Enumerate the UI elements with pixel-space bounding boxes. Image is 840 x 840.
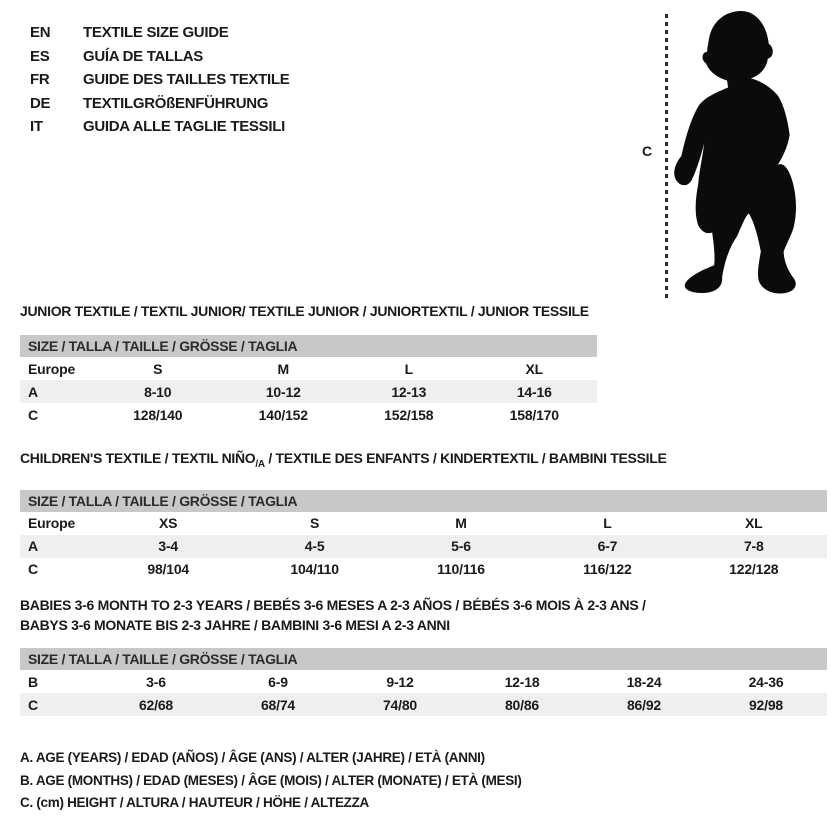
- table-title-text: CHILDREN'S TEXTILE / TEXTIL NIÑO: [20, 450, 256, 466]
- table-cell: 116/122: [583, 561, 632, 578]
- babies-textile-section: [20, 595, 827, 716]
- table-cell: 14-16: [516, 383, 552, 400]
- language-code: ES: [30, 47, 50, 65]
- children-size-table: [20, 512, 827, 581]
- children-table-title: [20, 448, 827, 475]
- table-cell: 110/116: [437, 561, 485, 578]
- language-row: [30, 95, 289, 119]
- table-cell: L: [603, 515, 612, 532]
- language-code: DE: [30, 94, 51, 112]
- legend-notes: [20, 750, 522, 818]
- language-row: [30, 71, 289, 95]
- table-cell: XL: [745, 515, 763, 532]
- table-cell: 92/98: [748, 696, 784, 713]
- height-label-c: C: [642, 143, 653, 159]
- table-title-text: JUNIOR TEXTILE / TEXTIL JUNIOR/ TEXTILE JUNIOR / JUNIORTEXTIL / JUNIOR TESSILE: [20, 303, 589, 319]
- table-row: [20, 670, 827, 693]
- table-row: [20, 512, 827, 535]
- language-title: TEXTILGRÖßENFÜHRUNG: [83, 94, 269, 112]
- table-row-label: C: [28, 561, 38, 578]
- language-list: [30, 24, 289, 142]
- table-cell: 128/140: [133, 406, 183, 423]
- table-cell: 12-18: [504, 673, 540, 690]
- table-cell: 18-24: [626, 673, 662, 690]
- legend-note: C. (cm) HEIGHT / ALTURA / HAUTEUR / HÖHE / ALTEZZA: [20, 795, 369, 810]
- children-textile-section: [20, 448, 827, 581]
- table-title-line: [20, 448, 827, 475]
- table-cell: 6-9: [268, 673, 288, 690]
- babies-size-table: [20, 670, 827, 716]
- table-row: [20, 380, 597, 403]
- table-title-text: /A: [255, 458, 265, 470]
- language-title: TEXTILE SIZE GUIDE: [83, 24, 229, 41]
- table-title-text: BABYS 3-6 MONATE BIS 2-3 JAHRE / BAMBINI 3-6 MESI A 2-3 ANNI: [20, 617, 450, 633]
- language-title: GUIDE DES TAILLES TEXTILE: [83, 71, 290, 88]
- junior-size-table: [20, 357, 597, 426]
- table-header-bar: SIZE / TALLA / TAILLE / GRÖSSE / TAGLIA: [20, 335, 597, 357]
- table-cell: S: [153, 360, 163, 377]
- table-header-bar: SIZE / TALLA / TAILLE / GRÖSSE / TAGLIA: [20, 490, 827, 512]
- table-row-label: A: [28, 538, 38, 555]
- language-row: [30, 118, 289, 142]
- table-header-bar: SIZE / TALLA / TAILLE / GRÖSSE / TAGLIA: [20, 648, 827, 670]
- table-cell: M: [455, 515, 467, 532]
- table-cell: L: [404, 360, 413, 377]
- table-cell: M: [277, 360, 289, 377]
- toddler-silhouette: [670, 8, 802, 298]
- legend-note: A. AGE (YEARS) / EDAD (AÑOS) / ÂGE (ANS) / ALTER (JAHRE) / ETÀ (ANNI): [20, 750, 485, 765]
- table-cell: 6-7: [597, 538, 618, 555]
- table-cell: 152/158: [384, 406, 434, 423]
- language-title: GUÍA DE TALLAS: [83, 47, 203, 65]
- table-cell: 10-12: [265, 383, 301, 400]
- table-cell: 98/104: [147, 561, 189, 578]
- table-cell: 24-36: [748, 673, 784, 690]
- table-cell: 140/152: [258, 406, 308, 423]
- language-code: FR: [30, 71, 50, 88]
- table-cell: 8-10: [144, 383, 172, 400]
- table-cell: XL: [525, 360, 543, 377]
- language-row: [30, 24, 289, 48]
- table-cell: 122/128: [729, 561, 779, 578]
- table-cell: 9-12: [386, 673, 414, 690]
- table-cell: 104/110: [290, 561, 339, 578]
- table-row-label: C: [28, 406, 38, 423]
- table-cell: 7-8: [743, 538, 764, 555]
- language-row: [30, 48, 289, 72]
- table-cell: 80/86: [504, 696, 540, 713]
- table-title-text: BABIES 3-6 MONTH TO 2-3 YEARS / BEBÉS 3-6 MESES A 2-3 AÑOS / BÉBÉS 3-6 MOIS À 2-3 ANS /: [20, 597, 646, 613]
- table-title-line: [20, 595, 827, 615]
- table-row-label: A: [28, 383, 38, 400]
- table-row-label: Europe: [28, 515, 76, 532]
- table-cell: 5-6: [451, 538, 471, 555]
- table-cell: 4-5: [304, 538, 325, 555]
- table-row: [20, 558, 827, 581]
- junior-table-title: [20, 301, 597, 321]
- table-cell: 3-4: [158, 538, 179, 555]
- babies-table-title: [20, 595, 827, 635]
- junior-textile-section: [20, 301, 597, 426]
- language-code: EN: [30, 24, 51, 41]
- table-cell: 68/74: [260, 696, 296, 713]
- table-row: [20, 403, 597, 426]
- table-row: [20, 693, 827, 716]
- language-code: IT: [30, 118, 43, 135]
- table-cell: 12-13: [391, 383, 427, 400]
- table-row: [20, 357, 597, 380]
- table-row: [20, 535, 827, 558]
- table-row-label: Europe: [28, 360, 76, 377]
- table-cell: 74/80: [382, 696, 418, 713]
- language-title: GUIDA ALLE TAGLIE TESSILI: [83, 118, 285, 135]
- table-row-label: B: [28, 673, 38, 690]
- table-title-line: [20, 301, 597, 321]
- table-cell: S: [310, 515, 320, 532]
- table-row-label: C: [28, 696, 38, 713]
- table-cell: XS: [159, 515, 178, 532]
- table-cell: 158/170: [509, 406, 559, 423]
- table-title-text: / TEXTILE DES ENFANTS / KINDERTEXTIL / BAMBINI TESSILE: [264, 450, 667, 466]
- table-cell: 3-6: [146, 673, 166, 690]
- table-title-line: [20, 615, 827, 635]
- height-figure: [630, 0, 840, 310]
- height-dotted-line: [665, 14, 668, 298]
- table-cell: 62/68: [138, 696, 174, 713]
- table-cell: 86/92: [626, 696, 662, 713]
- legend-note: B. AGE (MONTHS) / EDAD (MESES) / ÂGE (MOIS) / ALTER (MONATE) / ETÀ (MESI): [20, 772, 522, 788]
